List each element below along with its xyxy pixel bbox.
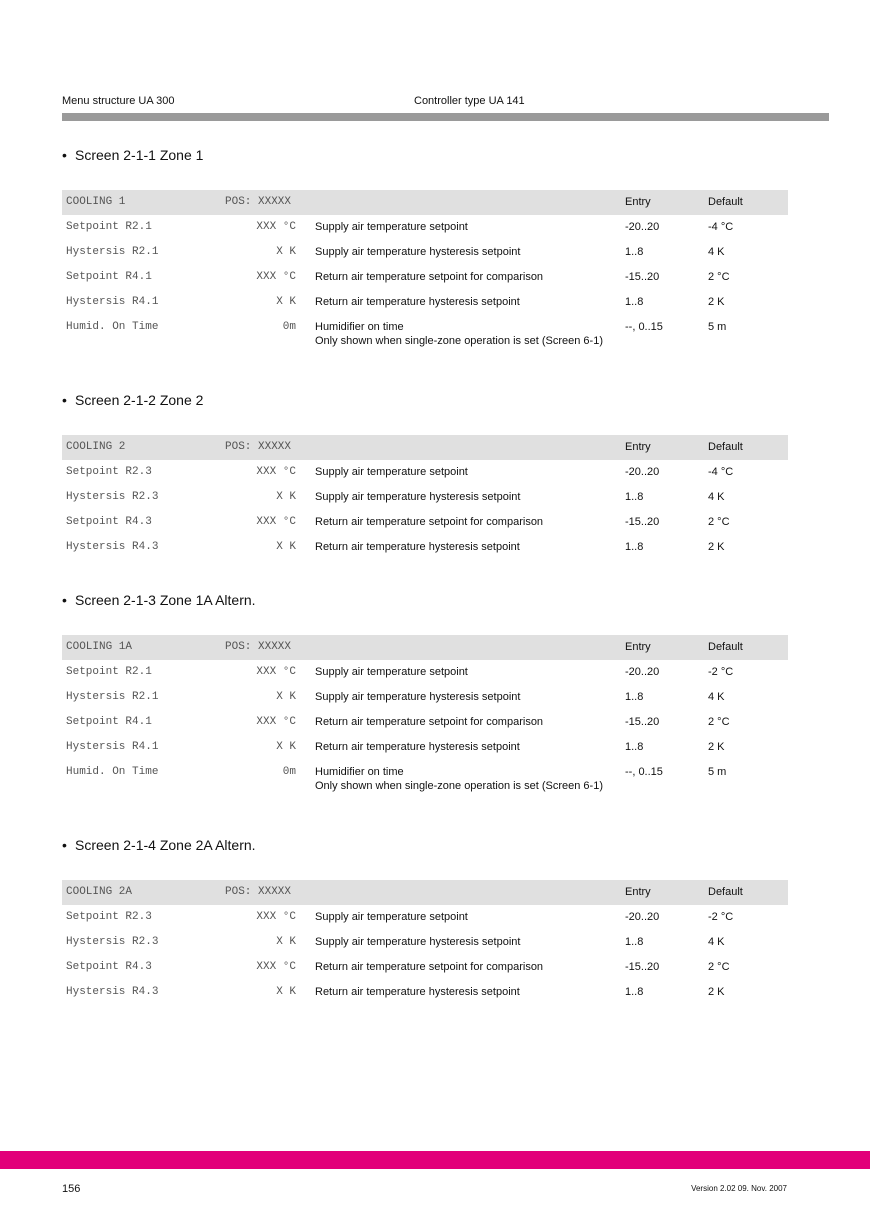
parameter-name: Setpoint R2.3 xyxy=(66,466,152,478)
parameter-name: Hystersis R2.3 xyxy=(66,491,159,503)
parameter-value: 0m xyxy=(282,321,296,333)
section-3 xyxy=(62,590,788,792)
entry-range: 1..8 xyxy=(625,986,644,998)
parameter-name: Hystersis R4.1 xyxy=(66,741,159,753)
default-column-header: Default xyxy=(708,196,743,208)
parameter-table xyxy=(62,190,788,357)
screen-name: COOLING 2A xyxy=(66,886,133,898)
table-row xyxy=(62,315,788,357)
default-value: 2 °C xyxy=(708,271,730,283)
screen-name: COOLING 2 xyxy=(66,441,126,453)
entry-column-header: Entry xyxy=(625,196,651,208)
default-value: 4 K xyxy=(708,691,725,703)
table-row xyxy=(62,215,788,240)
position-label: POS: XXXXX xyxy=(225,641,292,653)
default-value: 2 °C xyxy=(708,716,730,728)
parameter-value: XXX °C xyxy=(256,716,296,728)
default-value: 2 K xyxy=(708,986,725,998)
table-row xyxy=(62,955,788,980)
parameter-description: Supply air temperature hysteresis setpoint xyxy=(315,691,521,703)
section-title-text: Screen 2-1-3 Zone 1A Altern. xyxy=(75,592,256,608)
parameter-name: Hystersis R2.1 xyxy=(66,246,159,258)
parameter-value: X K xyxy=(276,541,296,553)
table-row xyxy=(62,290,788,315)
table-row xyxy=(62,265,788,290)
screen-name: COOLING 1 xyxy=(66,196,126,208)
parameter-description: Supply air temperature setpoint xyxy=(315,911,468,923)
parameter-description: Return air temperature hysteresis setpoint xyxy=(315,296,520,308)
default-value: 4 K xyxy=(708,491,725,503)
bullet-icon: • xyxy=(62,592,67,608)
parameter-description: Return air temperature setpoint for comparison xyxy=(315,716,544,728)
entry-range: -15..20 xyxy=(625,716,660,728)
parameter-description: Return air temperature hysteresis setpoint xyxy=(315,541,520,553)
parameter-description: Supply air temperature hysteresis setpoint xyxy=(315,246,521,258)
default-value: 5 m xyxy=(708,321,727,333)
table-row xyxy=(62,905,788,930)
parameter-name: Hystersis R4.3 xyxy=(66,541,159,553)
position-label: POS: XXXXX xyxy=(225,441,292,453)
parameter-description: Supply air temperature hysteresis setpoint xyxy=(315,491,521,503)
entry-range: 1..8 xyxy=(625,296,644,308)
parameter-table xyxy=(62,880,788,1005)
entry-range: 1..8 xyxy=(625,541,644,553)
section-title xyxy=(62,390,788,410)
parameter-name: Humid. On Time xyxy=(66,766,159,778)
entry-column-header: Entry xyxy=(625,886,651,898)
parameter-description: Return air temperature hysteresis setpoint xyxy=(315,741,520,753)
table-row xyxy=(62,485,788,510)
default-value: 2 °C xyxy=(708,516,730,528)
default-value: -2 °C xyxy=(708,911,734,923)
entry-range: -20..20 xyxy=(625,221,660,233)
parameter-name: Humid. On Time xyxy=(66,321,159,333)
parameter-description: Return air temperature setpoint for comparison xyxy=(315,516,544,528)
section-title xyxy=(62,590,788,610)
parameter-name: Hystersis R2.3 xyxy=(66,936,159,948)
version-text: Version 2.02 09. Nov. 2007 xyxy=(691,1184,787,1193)
table-row xyxy=(62,710,788,735)
default-value: 5 m xyxy=(708,766,727,778)
parameter-note: Only shown when single-zone operation is set (Screen 6-1) xyxy=(315,335,603,347)
parameter-description: Return air temperature setpoint for comparison xyxy=(315,961,544,973)
parameter-table xyxy=(62,635,788,802)
table-row xyxy=(62,535,788,560)
entry-range: -20..20 xyxy=(625,666,660,678)
parameter-name: Setpoint R4.3 xyxy=(66,961,152,973)
parameter-description: Supply air temperature hysteresis setpoint xyxy=(315,936,521,948)
table-row xyxy=(62,930,788,955)
entry-range: 1..8 xyxy=(625,246,644,258)
table-header-row xyxy=(62,435,788,460)
section-1 xyxy=(62,145,788,347)
parameter-value: 0m xyxy=(282,766,296,778)
parameter-value: XXX °C xyxy=(256,666,296,678)
position-label: POS: XXXXX xyxy=(225,886,292,898)
parameter-name: Setpoint R4.3 xyxy=(66,516,152,528)
parameter-value: XXX °C xyxy=(256,911,296,923)
parameter-description: Humidifier on time xyxy=(315,766,404,778)
parameter-value: X K xyxy=(276,246,296,258)
parameter-value: X K xyxy=(276,741,296,753)
table-row xyxy=(62,685,788,710)
section-title-text: Screen 2-1-2 Zone 2 xyxy=(75,392,204,408)
parameter-name: Hystersis R4.3 xyxy=(66,986,159,998)
entry-range: --, 0..15 xyxy=(625,766,663,778)
parameter-description: Humidifier on time xyxy=(315,321,404,333)
entry-column-header: Entry xyxy=(625,441,651,453)
table-header-row xyxy=(62,635,788,660)
default-column-header: Default xyxy=(708,886,743,898)
table-row xyxy=(62,735,788,760)
parameter-value: XXX °C xyxy=(256,221,296,233)
entry-range: 1..8 xyxy=(625,936,644,948)
section-title-text: Screen 2-1-1 Zone 1 xyxy=(75,147,204,163)
table-row xyxy=(62,760,788,802)
position-label: POS: XXXXX xyxy=(225,196,292,208)
parameter-description: Supply air temperature setpoint xyxy=(315,221,468,233)
default-value: 2 K xyxy=(708,296,725,308)
bullet-icon: • xyxy=(62,147,67,163)
entry-range: 1..8 xyxy=(625,691,644,703)
parameter-name: Setpoint R4.1 xyxy=(66,716,152,728)
table-row xyxy=(62,460,788,485)
entry-range: 1..8 xyxy=(625,491,644,503)
table-header-row xyxy=(62,190,788,215)
parameter-name: Setpoint R2.1 xyxy=(66,221,152,233)
default-value: -2 °C xyxy=(708,666,734,678)
parameter-value: XXX °C xyxy=(256,516,296,528)
table-header-row xyxy=(62,880,788,905)
section-title xyxy=(62,145,788,165)
entry-range: -15..20 xyxy=(625,516,660,528)
entry-range: -15..20 xyxy=(625,961,660,973)
parameter-description: Return air temperature setpoint for comparison xyxy=(315,271,544,283)
parameter-value: X K xyxy=(276,296,296,308)
page-number: 156 xyxy=(62,1183,81,1195)
entry-column-header: Entry xyxy=(625,641,651,653)
parameter-name: Setpoint R4.1 xyxy=(66,271,152,283)
parameter-description: Supply air temperature setpoint xyxy=(315,466,468,478)
parameter-value: XXX °C xyxy=(256,961,296,973)
parameter-value: X K xyxy=(276,691,296,703)
parameter-value: XXX °C xyxy=(256,466,296,478)
parameter-value: X K xyxy=(276,986,296,998)
parameter-value: X K xyxy=(276,491,296,503)
section-title xyxy=(62,835,788,855)
bullet-icon: • xyxy=(62,837,67,853)
default-value: 4 K xyxy=(708,246,725,258)
default-value: -4 °C xyxy=(708,221,734,233)
header-divider-bar xyxy=(62,113,829,121)
table-row xyxy=(62,980,788,1005)
entry-range: 1..8 xyxy=(625,741,644,753)
parameter-name: Setpoint R2.3 xyxy=(66,911,152,923)
entry-range: -20..20 xyxy=(625,911,660,923)
parameter-description: Return air temperature hysteresis setpoint xyxy=(315,986,520,998)
entry-range: -15..20 xyxy=(625,271,660,283)
parameter-value: X K xyxy=(276,936,296,948)
header-middle-text: Controller type UA 141 xyxy=(414,95,525,107)
parameter-name: Setpoint R2.1 xyxy=(66,666,152,678)
default-value: 2 °C xyxy=(708,961,730,973)
parameter-note: Only shown when single-zone operation is set (Screen 6-1) xyxy=(315,780,603,792)
entry-range: -20..20 xyxy=(625,466,660,478)
parameter-name: Hystersis R2.1 xyxy=(66,691,159,703)
footer-bar xyxy=(0,1151,870,1169)
default-value: -4 °C xyxy=(708,466,734,478)
default-value: 2 K xyxy=(708,741,725,753)
section-4 xyxy=(62,835,788,998)
parameter-description: Supply air temperature setpoint xyxy=(315,666,468,678)
parameter-name: Hystersis R4.1 xyxy=(66,296,159,308)
entry-range: --, 0..15 xyxy=(625,321,663,333)
section-title-text: Screen 2-1-4 Zone 2A Altern. xyxy=(75,837,256,853)
default-column-header: Default xyxy=(708,641,743,653)
table-row xyxy=(62,660,788,685)
screen-name: COOLING 1A xyxy=(66,641,133,653)
default-value: 2 K xyxy=(708,541,725,553)
section-2 xyxy=(62,390,788,553)
default-value: 4 K xyxy=(708,936,725,948)
table-row xyxy=(62,240,788,265)
bullet-icon: • xyxy=(62,392,67,408)
parameter-table xyxy=(62,435,788,560)
table-row xyxy=(62,510,788,535)
header-left-text: Menu structure UA 300 xyxy=(62,95,175,107)
default-column-header: Default xyxy=(708,441,743,453)
parameter-value: XXX °C xyxy=(256,271,296,283)
